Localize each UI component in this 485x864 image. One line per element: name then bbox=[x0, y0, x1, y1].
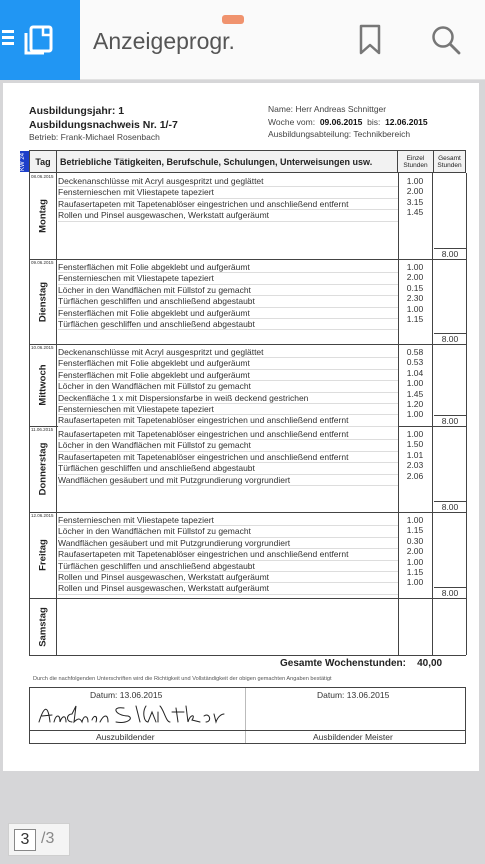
column-rule bbox=[432, 173, 433, 259]
documents-icon bbox=[22, 24, 56, 56]
hours-value: 1.15 bbox=[406, 525, 424, 536]
activity-item: Wandflächen gesäubert und mit Putzgrundierung vorgrundiert bbox=[58, 475, 398, 486]
hours-list bbox=[398, 429, 432, 481]
day-name: Montag bbox=[37, 199, 49, 233]
handwritten-signature bbox=[36, 702, 226, 728]
column-rule bbox=[432, 512, 433, 598]
day-total: 8.00 bbox=[434, 248, 466, 259]
activity-item: Deckenfläche 1 x mit Dispersionsfarbe in weiß deckend gestrichen bbox=[58, 393, 398, 404]
column-rule bbox=[56, 512, 57, 598]
activity-item: Türflächen geschliffen und anschließend abgestaubt bbox=[58, 296, 398, 307]
app-bar bbox=[0, 0, 485, 80]
column-rule bbox=[432, 344, 433, 426]
hours-value: 0.53 bbox=[406, 357, 424, 368]
day-date: 09.06.2015 bbox=[31, 260, 54, 265]
day-montag bbox=[29, 173, 56, 259]
hours-list bbox=[398, 176, 432, 218]
day-samstag bbox=[29, 598, 56, 655]
weekly-total: Gesamte Wochenstunden: 40,00 bbox=[280, 658, 443, 669]
table-border bbox=[29, 173, 30, 655]
activity-item: Fensterflächen mit Folie abgeklebt und aufgeräumt bbox=[58, 370, 398, 381]
day-separator bbox=[29, 259, 466, 260]
department: Ausbildungsabteilung: Technikbereich bbox=[268, 129, 411, 139]
col-tag: Tag bbox=[30, 151, 57, 173]
hours-value: 2.00 bbox=[406, 546, 424, 557]
sig-date-right: Datum: 13.06.2015 bbox=[317, 690, 390, 700]
search-icon[interactable] bbox=[430, 24, 462, 56]
activity-item: Raufasertapeten mit Tapetenablöser eingestrichen und anschließend entfernt bbox=[58, 452, 398, 463]
activity-item: Löcher in den Wandflächen mit Füllstof zu gemacht bbox=[58, 526, 398, 537]
hours-list bbox=[398, 347, 432, 420]
activity-item: Fensternieschen mit Vliestapete tapeziert bbox=[58, 273, 398, 284]
week-range: Woche vom: 09.06.2015 bis: 12.06.2015 bbox=[268, 116, 428, 127]
hours-value: 3.15 bbox=[406, 196, 424, 207]
bookmark-icon[interactable] bbox=[357, 24, 383, 56]
hours-value: 1.00 bbox=[406, 303, 424, 314]
column-rule bbox=[56, 173, 57, 259]
column-rule bbox=[56, 344, 57, 426]
day-name: Freitag bbox=[37, 539, 49, 571]
activity-item: Löcher in den Wandflächen mit Füllstof zu gemacht bbox=[58, 440, 398, 451]
day-dienstag bbox=[29, 259, 56, 344]
day-name: Mittwoch bbox=[37, 364, 49, 406]
day-total: 8.00 bbox=[434, 415, 466, 426]
column-rule bbox=[432, 426, 433, 512]
hours-value: 0.15 bbox=[406, 282, 424, 293]
report-header-left bbox=[29, 104, 178, 142]
activity-list bbox=[58, 262, 398, 330]
day-separator bbox=[29, 512, 466, 513]
nachweis-number: Ausbildungsnachweis Nr. 1/-7 bbox=[29, 119, 178, 131]
activity-item: Deckenanschlüsse mit Acryl ausgespritzt und geglättet bbox=[58, 176, 398, 187]
hours-value: 1.00 bbox=[406, 556, 424, 567]
day-donnerstag bbox=[29, 426, 56, 512]
activity-item: Rollen und Pinsel ausgewaschen, Werkstatt aufgeräumt bbox=[58, 210, 398, 221]
hours-value: 1.45 bbox=[406, 388, 424, 399]
page-title: Anzeigeprogr. bbox=[93, 28, 235, 54]
hours-value: 1.45 bbox=[406, 207, 424, 218]
hours-value: 2.06 bbox=[406, 470, 424, 481]
hours-value: 2.30 bbox=[406, 293, 424, 304]
sig-label-left: Auszubildender bbox=[96, 732, 155, 742]
column-rule bbox=[432, 259, 433, 344]
sig-label-right: Ausbildender Meister bbox=[313, 732, 393, 742]
hours-list bbox=[398, 262, 432, 324]
activity-list bbox=[58, 176, 398, 222]
column-rule bbox=[432, 598, 433, 655]
column-rule bbox=[56, 598, 57, 655]
activity-item: Fensterflächen mit Folie abgeklebt und aufgeräumt bbox=[58, 308, 398, 319]
day-date: 12.06.2015 bbox=[31, 513, 54, 518]
day-name: Samstag bbox=[37, 606, 49, 647]
activity-item: Raufasertapeten mit Tapetenablöser eingestrichen und anschließend entfernt bbox=[58, 415, 398, 426]
activity-item: Fensternieschen mit Vliestapete tapeziert bbox=[58, 187, 398, 198]
day-total: 8.00 bbox=[434, 501, 466, 512]
hours-value: 1.01 bbox=[406, 449, 424, 460]
activity-item: Deckenanschlüsse mit Acryl ausgespritzt und geglättet bbox=[58, 347, 398, 358]
confirmation-text: Durch die nachfolgenden Unterschriften wird die Richtigkeit und Vollständigkeit der obigen gemachten Angaben bestätigt bbox=[33, 676, 332, 682]
hours-value: 1.00 bbox=[406, 515, 424, 525]
activity-list bbox=[58, 515, 398, 595]
menu-icon bbox=[2, 30, 14, 44]
activity-item: Fensternieschen mit Vliestapete tapeziert bbox=[58, 404, 398, 415]
sig-date-left: Datum: 13.06.2015 bbox=[90, 690, 163, 700]
hours-value: 0.30 bbox=[406, 535, 424, 546]
activity-list bbox=[58, 429, 398, 486]
notification-indicator bbox=[222, 15, 244, 24]
hours-value: 1.00 bbox=[406, 577, 424, 588]
hours-value: 1.00 bbox=[406, 176, 424, 186]
hours-value: 1.15 bbox=[406, 567, 424, 578]
hours-value: 2.03 bbox=[406, 460, 424, 471]
activity-list bbox=[58, 347, 398, 427]
activity-item: Fensternieschen mit Vliestapete tapeziert bbox=[58, 515, 398, 526]
day-name: Donnerstag bbox=[37, 442, 49, 496]
signature-box bbox=[29, 687, 466, 744]
hours-value: 1.00 bbox=[406, 409, 424, 420]
column-rule bbox=[56, 259, 57, 344]
total-pages: /3 bbox=[41, 830, 55, 847]
activity-item: Wandflächen gesäubert und mit Putzgrundierung vorgrundiert bbox=[58, 538, 398, 549]
report-header-right bbox=[268, 103, 428, 141]
activity-item: Türflächen geschliffen und anschließend abgestaubt bbox=[58, 319, 398, 330]
activity-item: Rollen und Pinsel ausgewaschen, Werkstatt aufgeräumt bbox=[58, 572, 398, 583]
week-table-header bbox=[29, 150, 466, 173]
activity-item: Fensterflächen mit Folie abgeklebt und aufgeräumt bbox=[58, 262, 398, 273]
col-einzel: Einzel Stunden bbox=[398, 151, 434, 173]
current-page: 3 bbox=[14, 829, 36, 851]
hours-value: 1.00 bbox=[406, 429, 424, 439]
hours-value: 0.58 bbox=[406, 347, 424, 357]
trainee-name: Name: Herr Andreas Schnittger bbox=[268, 104, 387, 114]
day-freitag bbox=[29, 512, 56, 598]
activity-item: Türflächen geschliffen und anschließend abgestaubt bbox=[58, 561, 398, 572]
betrieb: Betrieb: Frank-Michael Rosenbach bbox=[29, 132, 160, 142]
day-name: Dienstag bbox=[37, 281, 49, 322]
hours-value: 2.00 bbox=[406, 272, 424, 283]
page-indicator[interactable] bbox=[8, 823, 70, 856]
sig-baseline bbox=[30, 730, 465, 731]
col-gesamt: Gesamt Stunden bbox=[434, 151, 466, 173]
sig-divider bbox=[245, 688, 246, 743]
activity-item: Fensterflächen mit Folie abgeklebt und aufgeräumt bbox=[58, 358, 398, 369]
column-rule bbox=[56, 426, 57, 512]
day-date: 10.06.2015 bbox=[31, 345, 54, 350]
activity-item: Löcher in den Wandflächen mit Füllstof zu gemacht bbox=[58, 381, 398, 392]
table-border bbox=[466, 173, 467, 655]
activity-item: Türflächen geschliffen und anschließend abgestaubt bbox=[58, 463, 398, 474]
activity-item: Raufasertapeten mit Tapetenablöser eingestrichen und anschließend entfernt bbox=[58, 549, 398, 560]
day-date: 11.06.2015 bbox=[31, 427, 54, 432]
hours-list bbox=[398, 515, 432, 588]
hours-value: 1.04 bbox=[406, 367, 424, 378]
col-description: Betriebliche Tätigkeiten, Berufschule, Schulungen, Unterweisungen usw. bbox=[57, 151, 398, 173]
column-rule bbox=[398, 598, 399, 655]
activity-item: Raufasertapeten mit Tapetenablöser eingestrichen und anschließend entfernt bbox=[58, 199, 398, 210]
day-date: 08.06.2015 bbox=[31, 174, 54, 179]
activity-item: Raufasertapeten mit Tapetenablöser eingestrichen und anschließend entfernt bbox=[58, 429, 398, 440]
hours-value: 2.00 bbox=[406, 186, 424, 197]
activity-item: Löcher in den Wandflächen mit Füllstof zu gemacht bbox=[58, 285, 398, 296]
hours-value: 1.00 bbox=[406, 378, 424, 389]
day-separator bbox=[29, 655, 466, 656]
day-separator bbox=[29, 344, 466, 345]
hours-value: 1.20 bbox=[406, 399, 424, 410]
calendar-week-badge: KW 24 bbox=[20, 151, 29, 172]
day-total: 8.00 bbox=[434, 333, 466, 344]
day-separator bbox=[29, 598, 466, 599]
document-list-button[interactable] bbox=[0, 0, 80, 80]
hours-value: 1.15 bbox=[406, 314, 424, 325]
hours-value: 1.50 bbox=[406, 439, 424, 450]
activity-item: Rollen und Pinsel ausgewaschen, Werkstatt aufgeräumt bbox=[58, 583, 398, 594]
ausbildungsjahr: Ausbildungsjahr: 1 bbox=[29, 105, 125, 117]
day-mittwoch bbox=[29, 344, 56, 426]
hours-value: 1.00 bbox=[406, 262, 424, 272]
day-total: 8.00 bbox=[434, 587, 466, 598]
